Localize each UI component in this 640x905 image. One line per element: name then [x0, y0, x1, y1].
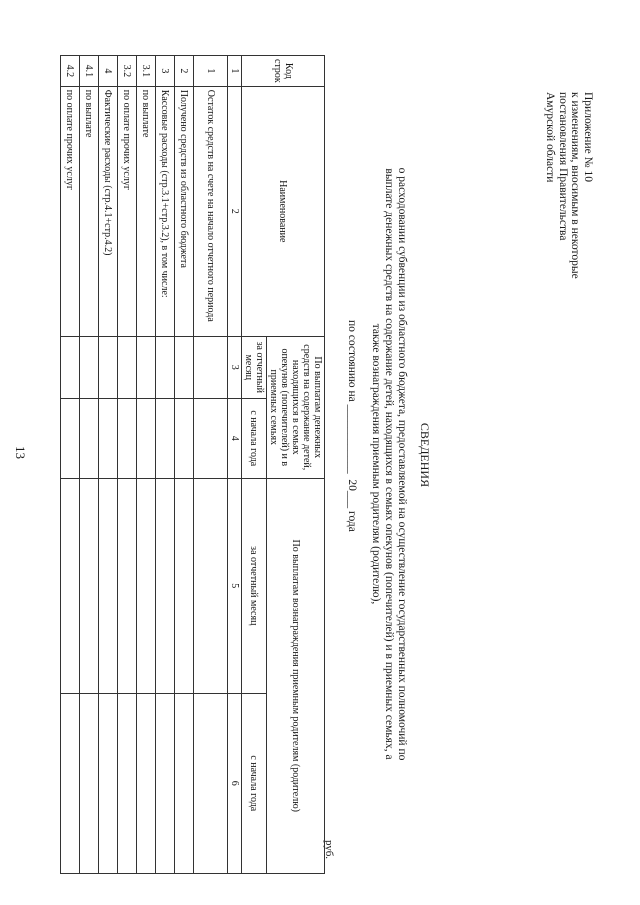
table-row	[61, 56, 80, 874]
value-cell[interactable]	[61, 693, 80, 873]
header-group-foster-reward: По выплатам вознаграждения приемным родителям (родителю)	[267, 478, 325, 873]
value-cell[interactable]	[80, 478, 99, 693]
value-cell[interactable]	[175, 478, 194, 693]
row-name: Фактические расходы (стр.4.1+стр.4.2)	[99, 86, 118, 336]
document-subtitle: о расходовании субвенции из областного бюджета, предоставляемой на осуществление государственных полномочий по выплате денежных средств на содержание детей, находящихся в семьях опекунов (попечителей) и в приемных семьях, а также вознаграждения приемным родителям (родителю),	[369, 167, 408, 761]
appendix-note	[543, 92, 594, 412]
value-cell[interactable]	[137, 478, 156, 693]
row-code: 4	[99, 56, 118, 87]
row-code: 3.1	[137, 56, 156, 87]
row-code: 2	[175, 56, 194, 87]
header-month: за отчетный месяц	[242, 336, 267, 398]
table-row	[137, 56, 156, 874]
value-cell[interactable]	[156, 693, 175, 873]
value-cell[interactable]	[118, 336, 137, 398]
table-row	[99, 56, 118, 874]
value-cell[interactable]	[99, 398, 118, 478]
row-name: Кассовые расходы (стр.3.1+стр.3.2), в том числе:	[156, 86, 175, 336]
as-of-date-line	[346, 320, 358, 532]
row-code: 1	[194, 56, 228, 87]
value-cell[interactable]	[137, 398, 156, 478]
value-cell[interactable]	[99, 336, 118, 398]
row-name: по оплате прочих услуг	[118, 86, 137, 336]
row-code: 3.2	[118, 56, 137, 87]
appendix-line: к изменениям, вносимым в некоторые	[569, 92, 582, 279]
value-cell[interactable]	[61, 478, 80, 693]
value-cell[interactable]	[175, 336, 194, 398]
column-number: 4	[228, 398, 242, 478]
value-cell[interactable]	[156, 398, 175, 478]
appendix-line: Амурской области	[544, 92, 557, 183]
value-cell[interactable]	[61, 398, 80, 478]
page-number: 13	[13, 446, 28, 459]
row-code: 4.2	[61, 56, 80, 87]
table-row	[194, 56, 228, 874]
table-row	[175, 56, 194, 874]
as-of-year-blank: ___	[346, 490, 358, 509]
table-row	[156, 56, 175, 874]
header-month: за отчетный месяц	[242, 478, 267, 693]
value-cell[interactable]	[118, 398, 137, 478]
value-cell[interactable]	[80, 398, 99, 478]
value-cell[interactable]	[156, 336, 175, 398]
header-name: Наименование	[242, 86, 325, 336]
as-of-date-blank: ____________	[346, 404, 358, 477]
value-cell[interactable]	[118, 478, 137, 693]
value-cell[interactable]	[99, 478, 118, 693]
value-cell[interactable]	[194, 693, 228, 873]
value-cell[interactable]	[61, 336, 80, 398]
column-number: 1	[228, 56, 242, 87]
document-sheet	[20, 20, 610, 890]
row-name: по выплате	[80, 86, 99, 336]
value-cell[interactable]	[137, 693, 156, 873]
expenditure-table	[60, 55, 325, 874]
table-row	[118, 56, 137, 874]
appendix-line: постановления Правительства	[556, 92, 569, 241]
row-code: 3	[156, 56, 175, 87]
row-name: по оплате прочих услуг	[61, 86, 80, 336]
value-cell[interactable]	[118, 693, 137, 873]
value-cell[interactable]	[175, 398, 194, 478]
value-cell[interactable]	[175, 693, 194, 873]
value-cell[interactable]	[137, 336, 156, 398]
column-number: 5	[228, 478, 242, 693]
as-of-prefix: по состоянию на	[346, 320, 358, 402]
column-number: 2	[228, 86, 242, 336]
document-heading: СВЕДЕНИЯ	[418, 422, 432, 488]
header-year-start: с начала года	[242, 693, 267, 873]
value-cell[interactable]	[80, 336, 99, 398]
row-name: Остаток средств на счете на начало отчетного периода	[194, 86, 228, 336]
row-name: по выплате	[137, 86, 156, 336]
value-cell[interactable]	[194, 398, 228, 478]
as-of-year-prefix: 20	[346, 479, 358, 491]
as-of-suffix: года	[346, 508, 358, 532]
header-group-child-support: По выплатам денежных средств на содержание детей, находящихся в семьях опекунов (попечителей) и в приемных семьях	[267, 336, 325, 478]
row-code: 4.1	[80, 56, 99, 87]
currency-unit: руб.	[323, 840, 335, 860]
value-cell[interactable]	[194, 478, 228, 693]
value-cell[interactable]	[99, 693, 118, 873]
value-cell[interactable]	[80, 693, 99, 873]
header-year-start: с начала года	[242, 398, 267, 478]
table-row	[80, 56, 99, 874]
value-cell[interactable]	[194, 336, 228, 398]
header-code: Код строк	[242, 56, 325, 87]
column-number: 3	[228, 336, 242, 398]
appendix-line: Приложение № 10	[582, 92, 594, 182]
row-name: Получено средств из областного бюджета	[175, 86, 194, 336]
value-cell[interactable]	[156, 478, 175, 693]
column-number: 6	[228, 693, 242, 873]
